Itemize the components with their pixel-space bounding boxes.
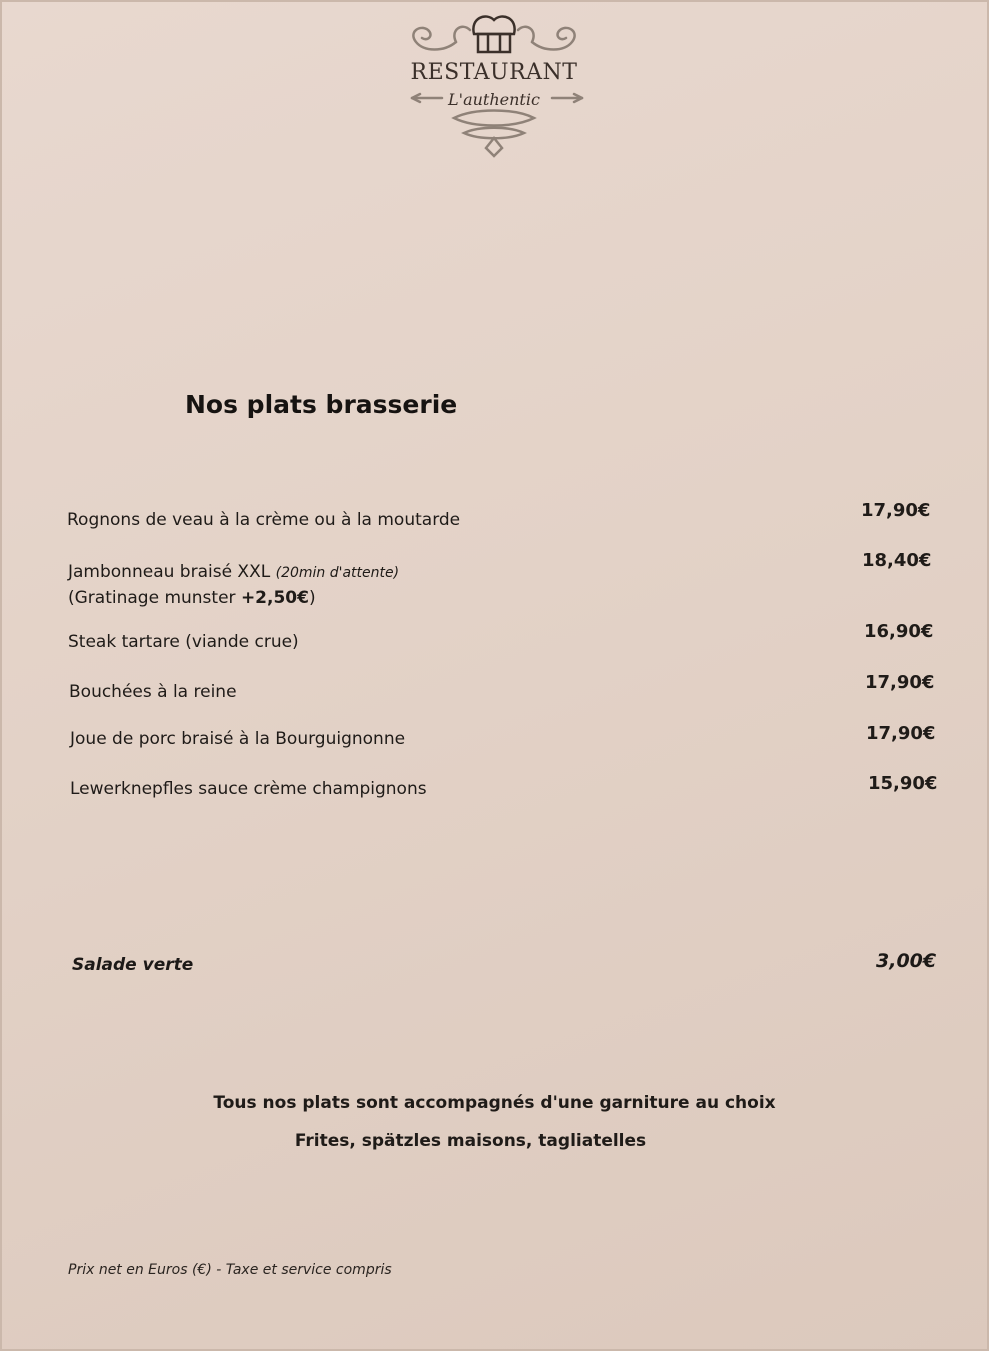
menu-item-option-close: ) — [308, 588, 316, 608]
menu-item-price: 18,40€ — [862, 550, 932, 571]
menu-item-option-price: +2,50€ — [240, 588, 309, 608]
menu-item-price: 17,90€ — [866, 723, 936, 744]
logo-restaurant-label: RESTAURANT — [410, 60, 578, 85]
menu-item-price: 17,90€ — [861, 500, 931, 521]
menu-item-price: 16,90€ — [864, 621, 934, 642]
menu-item-name: Rognons de veau à la crème ou à la moutarde — [67, 510, 461, 530]
sides-options: Frites, spätzles maisons, tagliatelles — [294, 1131, 647, 1151]
menu-item-name: Lewerknepfles sauce crème champignons — [70, 779, 427, 799]
logo-ornament-icon — [394, 8, 594, 163]
price-footnote: Prix net en Euros (€) - Taxe et service compris — [68, 1262, 392, 1278]
menu-item-title: Jambonneau braisé XXL — [68, 562, 271, 582]
logo-restaurant-name: L'authentic — [448, 90, 540, 109]
extra-item-name: Salade verte — [72, 955, 194, 975]
extra-item-price: 3,00€ — [876, 950, 937, 972]
menu-item-option-label: (Gratinage munster — [68, 588, 241, 608]
menu-item-name: Bouchées à la reine — [69, 682, 237, 702]
menu-item-price: 17,90€ — [865, 672, 935, 693]
section-title: Nos plats brasserie — [185, 390, 458, 419]
menu-item-option — [68, 588, 316, 608]
menu-item-note: (20min d'attente) — [275, 565, 400, 581]
sides-intro: Tous nos plats sont accompagnés d'une garniture au choix — [213, 1093, 776, 1113]
menu-item-name — [68, 562, 399, 582]
menu-item-price: 15,90€ — [868, 773, 938, 794]
menu-item-name: Joue de porc braisé à la Bourguignonne — [70, 729, 406, 749]
menu-item-name: Steak tartare (viande crue) — [68, 632, 299, 652]
restaurant-logo — [394, 8, 594, 163]
